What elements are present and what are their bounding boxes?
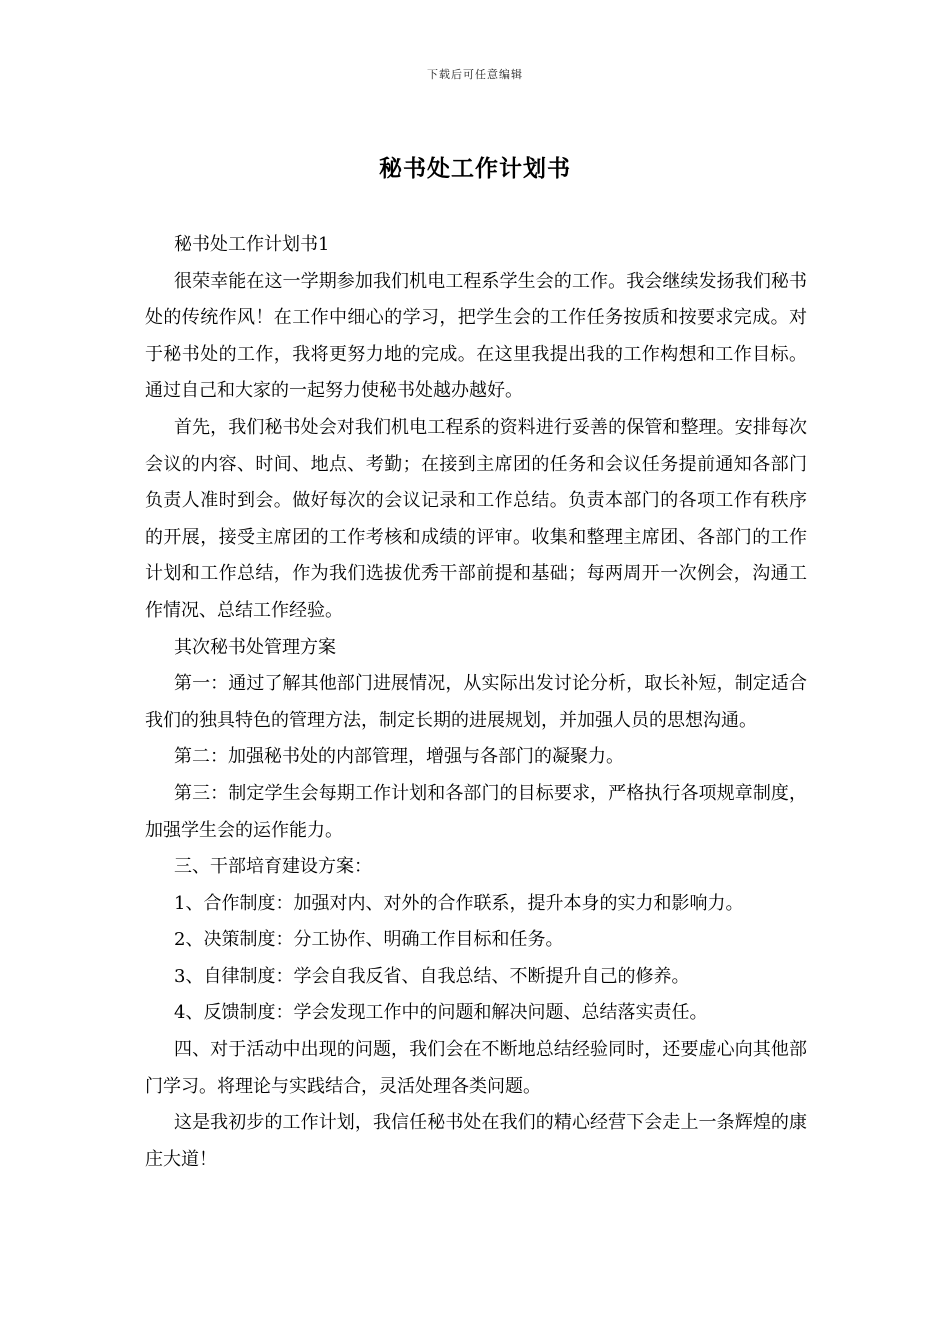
document-body [145, 227, 807, 1178]
paragraph: 第一：通过了解其他部门进展情况，从实际出发讨论分析，取长补短，制定适合我们的独具特色的管理方法，制定长期的进展规划，并加强人员的思想沟通。 [145, 673, 807, 731]
list-item: 3、自律制度：学会自我反省、自我总结、不断提升自己的修养。 [174, 965, 690, 987]
paragraph: 第三：制定学生会每期工作计划和各部门的目标要求，严格执行各项规章制度，加强学生会的运作能力。 [145, 782, 807, 841]
header-note: 下载后可任意编辑 [427, 68, 523, 81]
paragraph: 第二：加强秘书处的内部管理，增强与各部门的凝聚力。 [174, 746, 624, 768]
section-heading: 其次秘书处管理方案 [174, 636, 336, 658]
section-heading: 三、干部培育建设方案： [174, 856, 372, 878]
section-heading: 秘书处工作计划书1 [174, 234, 330, 255]
paragraph: 很荣幸能在这一学期参加我们机电工程系学生会的工作。我会继续发扬我们秘书处的传统作风！在工作中细心的学习，把学生会的工作任务按质和按要求完成。对于秘书处的工作，我将更努力地的完成。在这里我提出我的工作构想和工作目标。通过自己和大家的一起努力使秘书处越办越好。 [145, 270, 807, 402]
list-item: 4、反馈制度：学会发现工作中的问题和解决问题、总结落实责任。 [174, 1002, 708, 1024]
paragraph: 这是我初步的工作计划，我信任秘书处在我们的精心经营下会走上一条辉煌的康庄大道！ [145, 1112, 807, 1170]
paragraph: 四、对于活动中出现的问题，我们会在不断地总结经验同时，还要虚心向其他部门学习。将理论与实践结合，灵活处理各类问题。 [145, 1039, 807, 1097]
document-title: 秘书处工作计划书 [379, 155, 571, 182]
paragraph: 首先，我们秘书处会对我们机电工程系的资料进行妥善的保管和整理。安排每次会议的内容、时间、地点、考勤；在接到主席团的任务和会议任务提前通知各部门负责人准时到会。做好每次的会议记录和工作总结。负责本部门的各项工作有秩序的开展，接受主席团的工作考核和成绩的评审。收集和整理主席团、各部门的工作计划和工作总结，作为我们选拔优秀干部前提和基础；每两周开一次例会，沟通工作情况、总结工作经验。 [145, 416, 807, 621]
list-item: 2、决策制度：分工协作、明确工作目标和任务。 [174, 929, 564, 951]
list-item: 1、合作制度：加强对内、对外的合作联系，提升本身的实力和影响力。 [174, 892, 744, 914]
